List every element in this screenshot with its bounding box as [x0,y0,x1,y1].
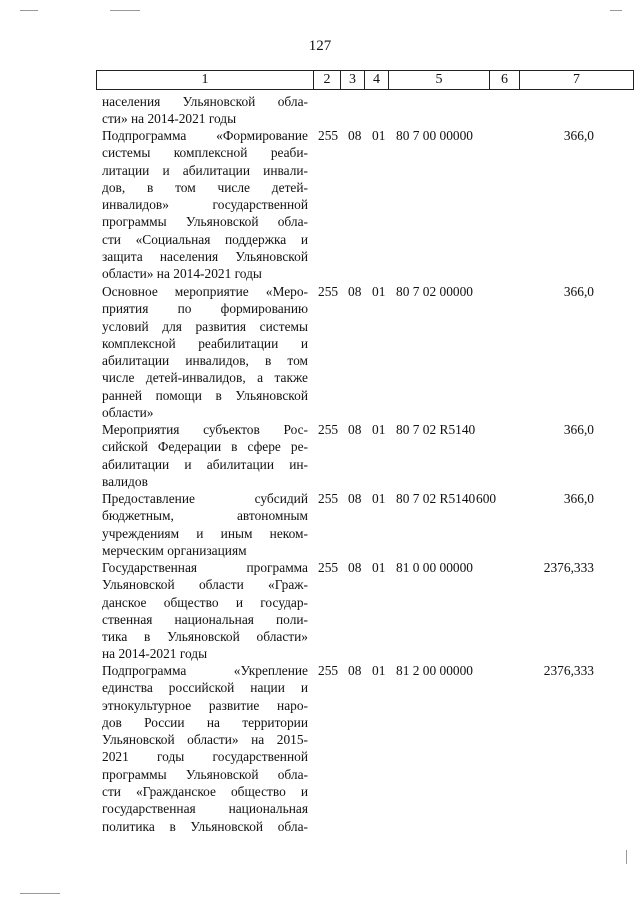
text-line: сийской Федерации в сфере ре- [102,439,308,455]
header-col-7: 7 [573,72,580,87]
text-line: условий для развития системы [102,318,308,334]
text-line: Подпрограмма «Укрепление [102,663,308,678]
text-line: Основное мероприятие «Меро- [102,284,308,299]
section-code: 08 [348,422,362,437]
header-col-4: 4 [365,71,389,89]
table-header-row [96,70,634,90]
scan-artifact [626,850,627,864]
text-line: программы Ульяновской обла- [102,766,308,782]
text-line: абилитации инвалидов, в том [102,353,308,369]
text-line: литации и абилитации инвали- [102,162,308,178]
row-description [102,559,308,663]
subsection-code: 01 [372,128,386,143]
text-line: защита населения Ульяновской [102,249,308,265]
text-line: Государственная программа [102,560,308,575]
ministry-code: 255 [318,422,339,437]
text-line: Ульяновской области «Граж- [102,577,308,593]
target-article-code: 81 0 00 00000 [396,560,473,575]
text-line: программы Ульяновской обла- [102,214,308,230]
header-col-1: 1 [97,71,314,89]
subsection-code: 01 [372,491,386,506]
subsection-code: 01 [372,560,386,575]
text-line: учреждениям и иным неком- [102,525,308,541]
ministry-code: 255 [318,128,339,143]
row-description [102,662,308,835]
subsection-code: 01 [372,422,386,437]
header-col-6: 6 [490,71,520,89]
text-line: дов России на территории [102,714,308,730]
text-line: этнокультурное развитие наро- [102,697,308,713]
scan-artifact [610,10,622,11]
text-line: приятия по формированию [102,301,308,317]
row-description [102,127,308,283]
ministry-code: 255 [318,663,339,678]
ministry-code: 255 [318,491,339,506]
row-description [102,421,308,490]
scan-artifact [110,10,140,11]
text-line: населения Ульяновской обла- [102,94,308,109]
continuation-text [102,93,308,128]
text-line: системы комплексной реаби- [102,145,308,161]
text-line: валидов [102,473,148,489]
row-description [102,490,308,559]
text-line: области» [102,405,154,421]
text-line: единства российской нации и [102,680,308,696]
amount: 366,0 [563,128,594,143]
text-line: мерческим организациям [102,542,247,558]
amount: 366,0 [563,284,594,299]
header-col-5: 5 [389,71,490,89]
ministry-code: 255 [318,560,339,575]
subsection-code: 01 [372,284,386,299]
text-line: числе детей-инвалидов, а также [102,370,308,386]
page-number: 127 [308,38,332,54]
target-article-code: 81 2 00 00000 [396,663,473,678]
target-article-code: 80 7 00 00000 [396,128,473,143]
amount: 366,0 [563,491,594,506]
scan-artifact [20,10,38,11]
target-article-code: 80 7 02 00000 [396,284,473,299]
text-line: бюджетным, автономным [102,508,308,524]
row-description [102,283,308,421]
header-col-2: 2 [314,71,341,89]
section-code: 08 [348,284,362,299]
ministry-code: 255 [318,284,339,299]
scan-artifact [20,893,60,894]
text-line: ственная национальная поли- [102,611,308,627]
text-line: Предоставление субсидий [102,491,308,506]
section-code: 08 [348,491,362,506]
text-line: дов, в том числе детей- [102,179,308,195]
text-line: политика в Ульяновской обла- [102,818,308,834]
text-line: инвалидов» государственной [102,197,308,213]
text-line: Подпрограмма «Формирование [102,128,308,143]
header-col-3: 3 [341,71,365,89]
text-line: 2021 годы государственной [102,749,308,765]
text-line: государственная национальная [102,801,308,817]
subsection-code: 01 [372,663,386,678]
target-article-code: 80 7 02 R5140 [396,422,476,437]
amount: 2376,333 [543,560,594,575]
text-line: абилитации и абилитации ин- [102,456,308,472]
amount: 2376,333 [543,663,594,678]
text-line: данское общество и государ- [102,594,308,610]
target-article-code: 80 7 02 R5140 [396,491,476,506]
section-code: 08 [348,560,362,575]
text-line: тика в Ульяновской области» [102,629,308,645]
amount: 366,0 [563,422,594,437]
expense-type-code: 600 [476,491,497,506]
section-code: 08 [348,128,362,143]
text-line: на 2014-2021 годы [102,646,208,662]
text-line: сти «Гражданское общество и [102,784,308,800]
text-line: ранней помощи в Ульяновской [102,387,308,403]
text-line: Мероприятия субъектов Рос- [102,422,308,437]
text-line: Ульяновской области» на 2015- [102,732,308,748]
text-line: сти» на 2014-2021 годы [102,111,237,127]
section-code: 08 [348,663,362,678]
text-line: сти «Социальная поддержка и [102,231,308,247]
text-line: области» на 2014-2021 годы [102,266,262,282]
text-line: комплексной реабилитации и [102,335,308,351]
